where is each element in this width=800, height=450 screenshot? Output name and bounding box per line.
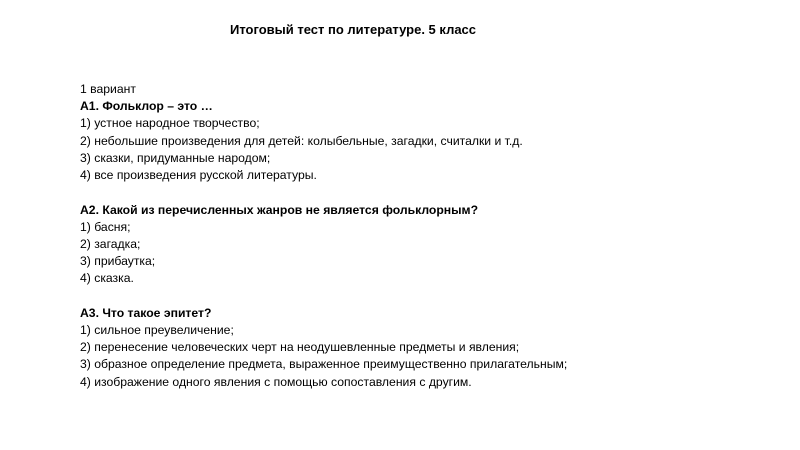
question-text: А3. Что такое эпитет? <box>80 305 212 320</box>
document-title: Итоговый тест по литературе. 5 класс <box>230 22 477 37</box>
question-block-a1 <box>80 98 567 184</box>
answer-option: 3) сказки, придуманные народом; <box>80 150 271 165</box>
answer-option: 4) изображение одного явления с помощью сопоставления с другим. <box>80 374 472 389</box>
variant-label: 1 вариант <box>80 82 136 96</box>
answer-option: 3) прибаутка; <box>80 254 156 269</box>
answer-option: 2) загадка; <box>80 236 141 251</box>
answer-option: 1) сильное преувеличение; <box>80 323 234 338</box>
answer-option: 4) сказка. <box>80 271 134 286</box>
answer-option: 2) небольшие произведения для детей: колыбельные, загадки, считалки и т.д. <box>80 133 523 148</box>
question-block-a2 <box>80 202 567 288</box>
answer-option: 3) образное определение предмета, выраженное преимущественно прилагательным; <box>80 357 568 372</box>
question-text: А1. Фольклор – это … <box>80 99 213 114</box>
answer-option: 4) все произведения русской литературы. <box>80 167 317 182</box>
question-block-a3 <box>80 305 567 391</box>
answer-option: 1) устное народное творчество; <box>80 116 260 131</box>
answer-option: 1) басня; <box>80 219 131 234</box>
question-text: А2. Какой из перечисленных жанров не является фольклорным? <box>80 202 479 217</box>
spacer <box>80 184 567 201</box>
test-content <box>80 81 567 391</box>
answer-option: 2) перенесение человеческих черт на неодушевленные предметы и явления; <box>80 340 520 355</box>
spacer <box>80 287 567 304</box>
